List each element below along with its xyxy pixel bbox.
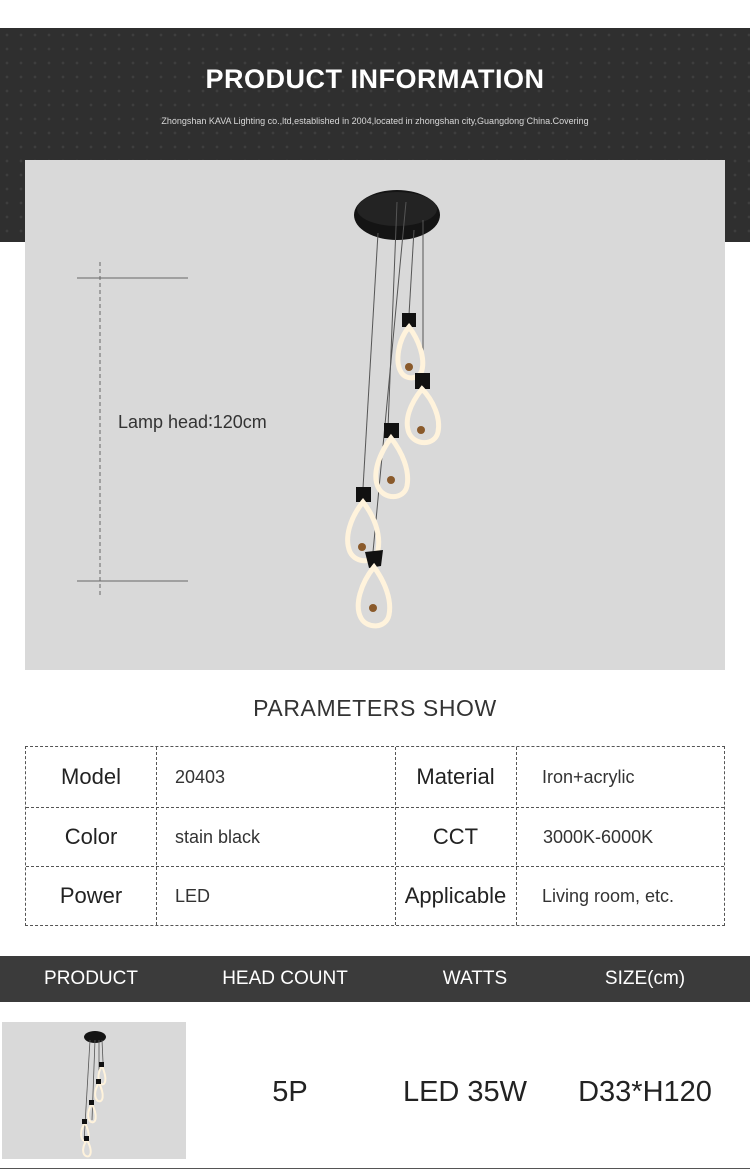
spec-header-band (0, 956, 750, 1002)
spec-header-head-count: HEAD COUNT (222, 968, 348, 989)
param-value: stain black (175, 826, 261, 847)
spec-head-count: 5P (272, 1075, 308, 1108)
lamp-head-label: Lamp head∶120cm (118, 412, 267, 432)
spec-header-watts: WATTS (442, 968, 508, 989)
param-key: Color (64, 824, 118, 849)
param-value: Iron+acrylic (542, 766, 635, 787)
page-title: PRODUCT INFORMATION (205, 64, 545, 94)
spec-watts: LED 35W (402, 1075, 528, 1108)
param-value: Living room, etc. (542, 885, 675, 906)
param-key: CCT (432, 824, 479, 849)
param-key: Model (61, 764, 121, 789)
product-photo-panel (25, 160, 725, 670)
param-value: 20403 (175, 766, 226, 787)
param-value: LED (175, 885, 211, 906)
table-row (26, 808, 724, 867)
parameters-title: PARAMETERS SHOW (253, 695, 497, 721)
product-thumbnail (2, 1022, 186, 1159)
param-key: Applicable (404, 883, 507, 908)
parameters-table (25, 746, 725, 926)
bottom-divider (0, 1168, 750, 1169)
company-subtitle: Zhongshan KAVA Lighting co.,ltd,established in 2004,located in zhongshan city,Guangdong China.Covering (161, 116, 589, 126)
pendant-lamp-thumbnail (2, 1022, 186, 1159)
table-row (26, 867, 724, 925)
param-key: Material (416, 764, 495, 789)
param-value: 3000K-6000K (543, 826, 654, 847)
table-row (26, 747, 724, 808)
param-key: Power (59, 883, 123, 908)
spec-header-product: PRODUCT (44, 968, 138, 989)
spec-size: D33*H120 (578, 1075, 712, 1108)
spec-header-size: SIZE(cm) (604, 968, 686, 989)
